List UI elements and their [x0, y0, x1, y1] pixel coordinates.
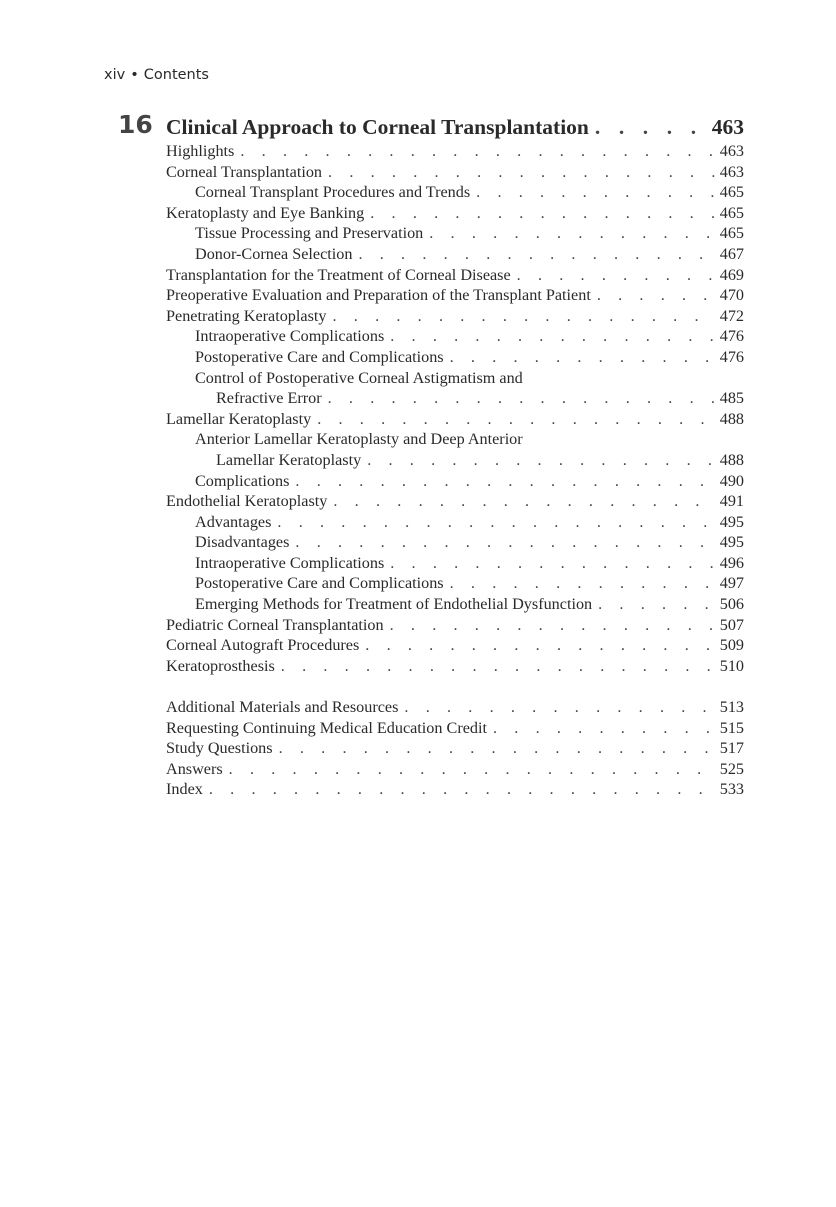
toc-entry-page: 497 [719, 574, 744, 593]
toc-entry-page: 525 [719, 759, 744, 778]
dot-leader [328, 162, 716, 183]
toc-entry-title: Keratoprosthesis [166, 656, 275, 675]
dot-leader [450, 573, 716, 594]
table-of-contents [166, 113, 744, 800]
toc-entry-title: Requesting Continuing Medical Education Credit [166, 718, 487, 737]
dot-leader [517, 265, 716, 286]
chapter-number: 16 [118, 110, 153, 139]
toc-back-matter-entry[interactable] [166, 779, 744, 800]
toc-entry-page: 469 [719, 265, 744, 284]
toc-entry-title: Emerging Methods for Treatment of Endothelial Dysfunction [195, 595, 593, 614]
chapter-title: Clinical Approach to Corneal Transplantation [166, 115, 589, 139]
toc-back-matter-entry[interactable] [166, 759, 744, 780]
toc-entry-title: Transplantation for the Treatment of Corneal Disease [166, 265, 511, 284]
toc-entry-title: Intraoperative Complications [195, 553, 385, 572]
toc-subentry[interactable] [166, 182, 744, 203]
toc-entry-page: 515 [719, 718, 744, 737]
dot-leader [240, 141, 715, 162]
toc-entry-title: Anterior Lamellar Keratoplasty and Deep Anterior [195, 430, 523, 449]
dot-leader [332, 306, 715, 327]
dot-leader [279, 738, 716, 759]
toc-entry-page: 485 [719, 389, 744, 408]
toc-entry-page: 506 [719, 595, 744, 614]
toc-subentry[interactable] [166, 429, 744, 450]
toc-entry-title: Postoperative Care and Complications [195, 574, 444, 593]
dot-leader [328, 388, 716, 409]
toc-entry-title: Highlights [166, 142, 235, 160]
section-spacer [166, 676, 744, 697]
toc-subentry[interactable] [166, 326, 744, 347]
toc-entry-page: 465 [719, 203, 744, 222]
chapter-page: 463 [711, 115, 744, 139]
toc-entry-title: Advantages [195, 512, 272, 531]
toc-back-matter-entry[interactable] [166, 738, 744, 759]
toc-entry-title: Lamellar Keratoplasty [166, 409, 312, 428]
toc-subentry[interactable] [166, 512, 744, 533]
toc-entry-title: Study Questions [166, 739, 273, 758]
toc-entry-page: 495 [719, 533, 744, 552]
dot-leader [597, 285, 716, 306]
dot-leader [317, 409, 716, 430]
toc-entry-page: 509 [719, 636, 744, 655]
toc-entry[interactable] [166, 265, 744, 286]
toc-entry-title: Disadvantages [195, 533, 290, 552]
toc-subentry[interactable] [166, 368, 744, 389]
dot-leader [358, 244, 715, 265]
dot-leader [390, 553, 715, 574]
toc-entry-title-continued: Lamellar Keratoplasty [216, 450, 362, 469]
dot-leader [333, 491, 715, 512]
toc-entry[interactable] [166, 141, 744, 162]
toc-subentry-continuation[interactable] [166, 450, 744, 471]
toc-entry-page: 463 [719, 142, 744, 160]
toc-entry-title: Complications [195, 471, 290, 490]
toc-entry[interactable] [166, 162, 744, 183]
dot-leader [209, 779, 716, 800]
dot-leader [277, 512, 715, 533]
toc-entry-page: 470 [719, 286, 744, 305]
toc-entry-page: 465 [719, 183, 744, 202]
toc-entry-title: Preoperative Evaluation and Preparation of the Transplant Patient [166, 286, 591, 305]
toc-entry-title: Corneal Autograft Procedures [166, 636, 360, 655]
toc-entry-title: Answers [166, 759, 223, 778]
toc-entry[interactable] [166, 285, 744, 306]
toc-subentry[interactable] [166, 471, 744, 492]
toc-entry-page: 467 [719, 244, 744, 263]
toc-entry-title: Penetrating Keratoplasty [166, 306, 327, 325]
dot-leader [281, 656, 716, 677]
toc-subentry[interactable] [166, 573, 744, 594]
toc-entry-page: 491 [719, 492, 744, 511]
toc-subentry[interactable] [166, 553, 744, 574]
toc-entry[interactable] [166, 306, 744, 327]
dot-leader [595, 113, 708, 141]
toc-entry[interactable] [166, 409, 744, 430]
toc-entry-title: Additional Materials and Resources [166, 698, 399, 717]
toc-chapter-entry[interactable] [166, 113, 744, 141]
toc-subentry[interactable] [166, 594, 744, 615]
dot-leader [370, 203, 715, 224]
toc-entry-page: 488 [719, 450, 744, 469]
dot-leader [390, 615, 716, 636]
dot-leader [404, 697, 715, 718]
toc-entry-page: 490 [719, 471, 744, 490]
toc-entry-title: Intraoperative Complications [195, 327, 385, 346]
toc-entry-title: Corneal Transplant Procedures and Trends [195, 183, 471, 202]
running-head [104, 67, 209, 83]
toc-entry-page: 513 [719, 698, 744, 717]
dot-leader [295, 471, 715, 492]
dot-leader [476, 182, 716, 203]
toc-back-matter-entry[interactable] [166, 718, 744, 739]
toc-entry-title: Donor-Cornea Selection [195, 244, 353, 263]
running-head-bullet: • [130, 67, 139, 83]
toc-entry-title: Postoperative Care and Complications [195, 347, 444, 366]
running-head-page: xiv [104, 67, 126, 83]
toc-entry-title: Corneal Transplantation [166, 162, 323, 181]
toc-entry-page: 476 [719, 327, 744, 346]
dot-leader [450, 347, 716, 368]
dot-leader [390, 326, 715, 347]
toc-entry-title: Pediatric Corneal Transplantation [166, 615, 384, 634]
toc-entry-page: 496 [719, 553, 744, 572]
toc-entry-title: Control of Postoperative Corneal Astigmatism and [195, 368, 523, 387]
toc-entry-title-continued: Refractive Error [216, 389, 322, 408]
dot-leader [229, 759, 716, 780]
toc-entry-page: 463 [719, 162, 744, 181]
dot-leader [598, 594, 716, 615]
toc-entry[interactable] [166, 203, 744, 224]
toc-entry[interactable] [166, 656, 744, 677]
toc-entry-page: 507 [719, 615, 744, 634]
dot-leader [429, 223, 715, 244]
toc-entry[interactable] [166, 491, 744, 512]
toc-subentry[interactable] [166, 347, 744, 368]
dot-leader [367, 450, 716, 471]
toc-entry-page: 476 [719, 347, 744, 366]
toc-entry-title: Tissue Processing and Preservation [195, 224, 424, 243]
toc-entry-page: 533 [719, 780, 744, 799]
toc-back-matter-entry[interactable] [166, 697, 744, 718]
toc-entry[interactable] [166, 615, 744, 636]
toc-entry-page: 517 [719, 739, 744, 758]
toc-subentry-continuation[interactable] [166, 388, 744, 409]
toc-entry-page: 495 [719, 512, 744, 531]
toc-subentry[interactable] [166, 244, 744, 265]
toc-entry[interactable] [166, 635, 744, 656]
toc-subentry[interactable] [166, 223, 744, 244]
toc-entry-page: 465 [719, 224, 744, 243]
toc-entry-page: 488 [719, 409, 744, 428]
toc-entry-page: 472 [719, 306, 744, 325]
dot-leader [295, 532, 715, 553]
toc-entry-title: Endothelial Keratoplasty [166, 492, 328, 511]
toc-entry-page: 510 [719, 656, 744, 675]
toc-entry-title: Index [166, 780, 203, 799]
running-head-section: Contents [143, 67, 209, 83]
dot-leader [493, 718, 716, 739]
toc-entry-title: Keratoplasty and Eye Banking [166, 203, 365, 222]
dot-leader [365, 635, 715, 656]
toc-subentry[interactable] [166, 532, 744, 553]
